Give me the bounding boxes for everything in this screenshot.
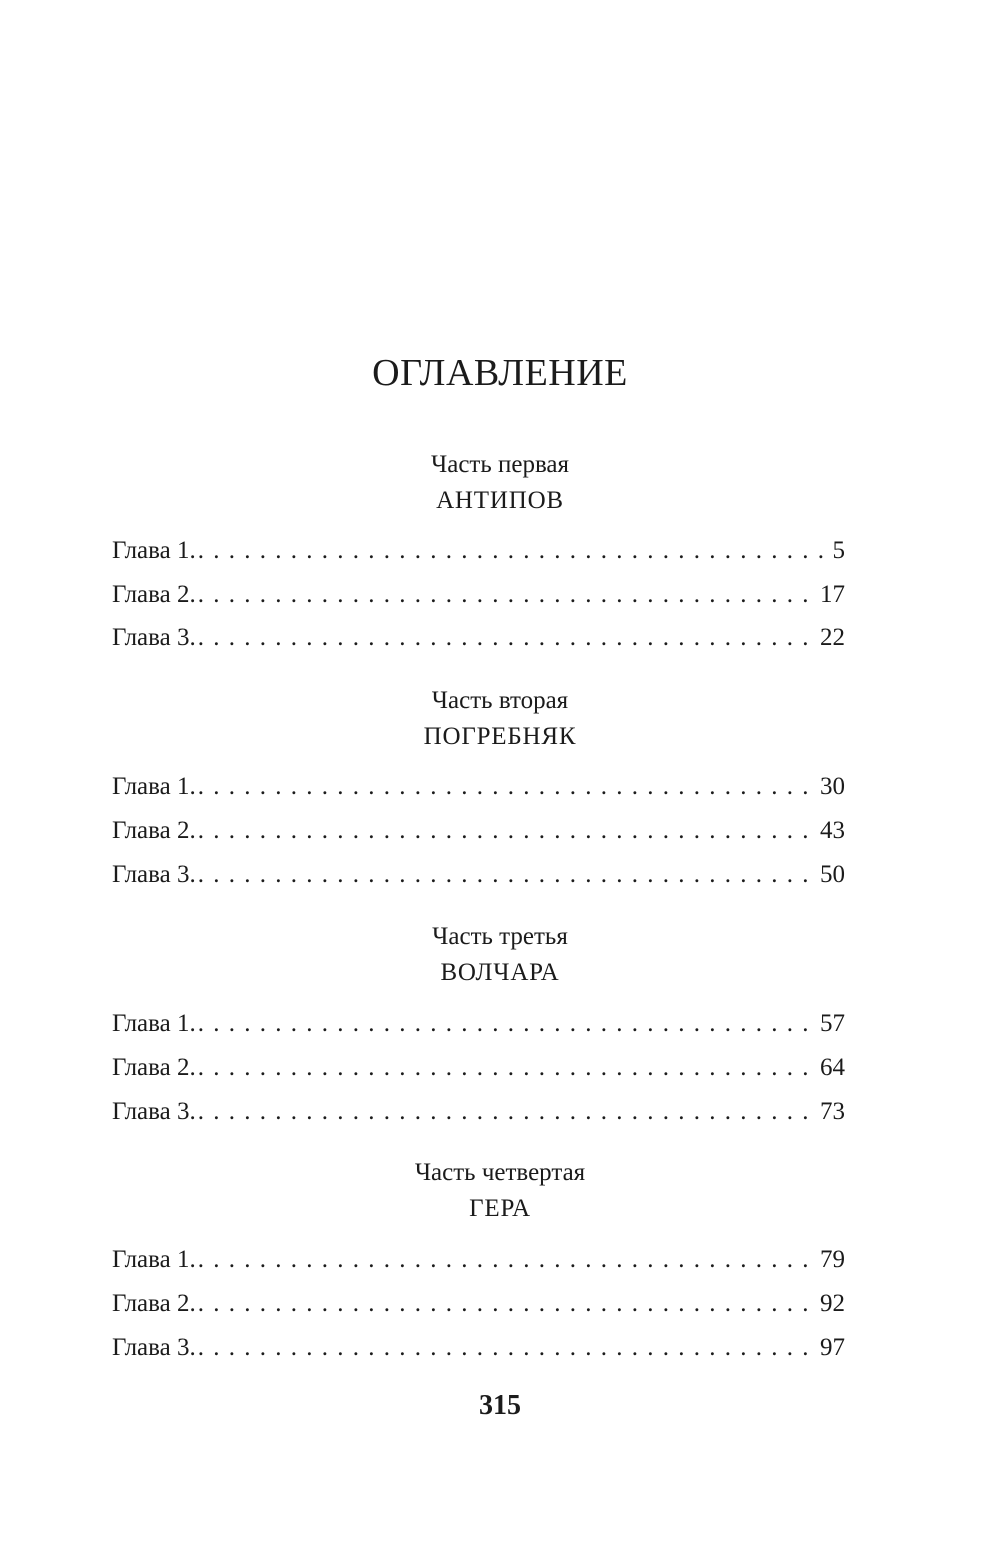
chapter-page-number: 73: [820, 1098, 845, 1125]
dot-leader: [196, 769, 816, 805]
dot-leader: [196, 1006, 816, 1042]
toc-entry[interactable]: [112, 1094, 845, 1130]
part-name: АНТИПОВ: [436, 487, 564, 514]
dot-leader: [196, 1286, 816, 1322]
part-4-heading: [0, 1155, 1000, 1227]
chapter-page-number: 50: [820, 861, 845, 888]
part-subtitle: Часть вторая: [431, 687, 569, 714]
chapter-page-number: 97: [820, 1334, 845, 1361]
toc-entry[interactable]: [112, 577, 845, 613]
toc-entry[interactable]: [112, 813, 845, 849]
toc-entry[interactable]: [112, 769, 845, 805]
chapter-page-number: 64: [820, 1054, 845, 1081]
chapter-page-number: 57: [820, 1010, 845, 1037]
toc-entry[interactable]: [112, 857, 845, 893]
chapter-page-number: 30: [820, 773, 845, 800]
dot-leader: [196, 1242, 816, 1278]
dot-leader: [196, 533, 829, 569]
toc-entry[interactable]: [112, 1050, 845, 1086]
chapter-page-number: 92: [820, 1290, 845, 1317]
toc-entry[interactable]: [112, 1006, 845, 1042]
dot-leader: [196, 1094, 816, 1130]
toc-entry[interactable]: [112, 1242, 845, 1278]
part-subtitle: Часть четвертая: [414, 1159, 586, 1186]
chapter-label: Глава 3.: [112, 624, 196, 651]
toc-entry[interactable]: [112, 1286, 845, 1322]
toc-entry[interactable]: [112, 533, 845, 569]
chapter-label: Глава 1.: [112, 773, 196, 800]
chapter-page-number: 43: [820, 817, 845, 844]
part-subtitle: Часть третья: [432, 923, 568, 950]
chapter-page-number: 79: [820, 1246, 845, 1273]
dot-leader: [196, 1330, 816, 1366]
part-name: ПОГРЕБНЯК: [423, 723, 577, 750]
part-name: ГЕРА: [469, 1195, 531, 1222]
chapter-label: Глава 2.: [112, 1290, 196, 1317]
part-name: ВОЛЧАРА: [440, 959, 560, 986]
chapter-label: Глава 2.: [112, 1054, 196, 1081]
dot-leader: [196, 620, 816, 656]
dot-leader: [196, 1050, 816, 1086]
toc-entry[interactable]: [112, 620, 845, 656]
chapter-label: Глава 2.: [112, 581, 196, 608]
part-subtitle: Часть первая: [430, 451, 570, 478]
dot-leader: [196, 813, 816, 849]
chapter-label: Глава 2.: [112, 817, 196, 844]
dot-leader: [196, 577, 816, 613]
part-1-heading: [0, 447, 1000, 519]
part-2-heading: [0, 683, 1000, 755]
chapter-page-number: 5: [832, 537, 845, 564]
chapter-label: Глава 3.: [112, 1098, 196, 1125]
page-number: 315: [479, 1390, 521, 1421]
dot-leader: [196, 857, 816, 893]
page-title: ОГЛАВЛЕНИЕ: [372, 352, 628, 394]
chapter-label: Глава 1.: [112, 1246, 196, 1273]
chapter-page-number: 22: [820, 624, 845, 651]
chapter-label: Глава 3.: [112, 1334, 196, 1361]
chapter-page-number: 17: [820, 581, 845, 608]
toc-entry[interactable]: [112, 1330, 845, 1366]
chapter-label: Глава 3.: [112, 861, 196, 888]
chapter-label: Глава 1.: [112, 1010, 196, 1037]
chapter-label: Глава 1.: [112, 537, 196, 564]
part-3-heading: [0, 919, 1000, 991]
